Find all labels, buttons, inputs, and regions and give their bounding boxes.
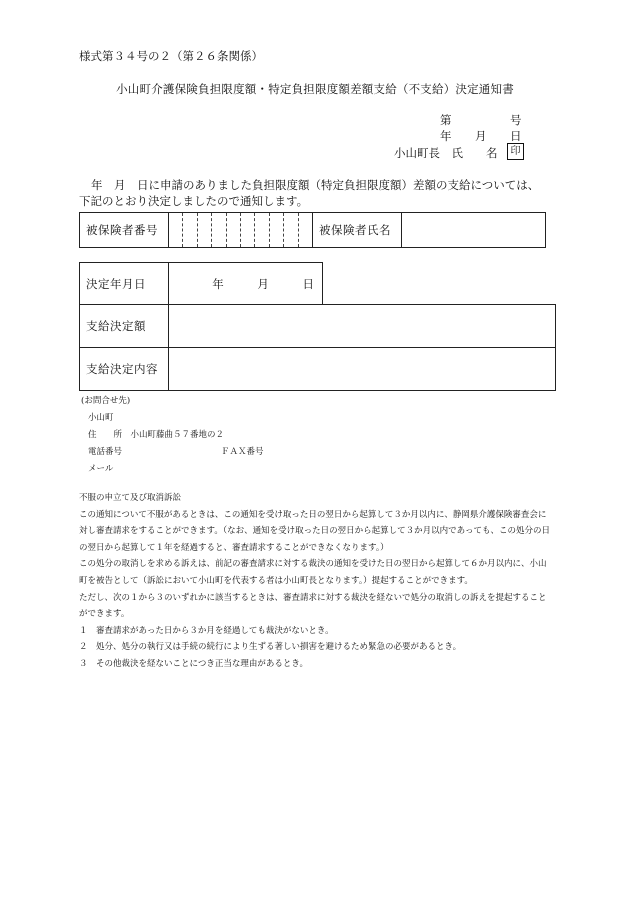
content-field[interactable] [169, 348, 556, 391]
decision-year: 年 [212, 276, 224, 291]
seal-mark: 印 [507, 143, 524, 160]
notes-heading: 不服の申立て及び取消訴訟 [79, 493, 182, 503]
document-title: 小山町介護保険負担限度額・特定負担限度額差額支給（不支給）決定通知書 [116, 82, 514, 96]
header-month: 月 [475, 129, 487, 143]
notes-paragraph-2: この処分の取消しを求める訴えは、前記の審査請求に対する裁決の通知を受けた日の翌日から起算して６か月以内に、小山町を被告として（訴訟において小山町を代表する者は小山町長となります。）提起することができます。 [79, 559, 547, 586]
intro-line-1: 年 月 日に申請のありました負担限度額（特定負担限度額）差額の支給については、 [91, 178, 540, 192]
notice-number-prefix: 第 [440, 113, 452, 127]
decision-day: 日 [302, 276, 314, 291]
decision-table [79, 262, 556, 391]
intro-text [79, 177, 559, 209]
decision-date-field[interactable] [169, 263, 323, 305]
digit-box [269, 213, 283, 247]
insured-name-label: 被保険者氏名 [313, 213, 402, 248]
mayor-name: 小山町長 氏 名 [394, 146, 498, 160]
contact-mail-label: メール [88, 464, 114, 474]
digit-box [226, 213, 240, 247]
contact-address: 住 所 小山町藤曲５７番地の２ [88, 430, 225, 440]
intro-line-2: 下記のとおり決定しましたので通知します。 [79, 194, 309, 208]
content-label: 支給決定内容 [80, 348, 169, 391]
digit-box [298, 213, 312, 247]
insured-number-boxes[interactable] [169, 213, 313, 248]
header-day: 日 [510, 129, 522, 143]
notice-number-suffix: 号 [510, 113, 522, 127]
form-number: 様式第３４号の２（第２６条関係） [79, 49, 263, 63]
amount-label: 支給決定額 [80, 305, 169, 348]
digit-box [211, 213, 225, 247]
notes-item-2: ２ 処分、処分の執行又は手続の続行により生ずる著しい損害を避けるため緊急の必要があるとき。 [79, 642, 462, 653]
amount-field[interactable] [169, 305, 556, 348]
digit-box [169, 213, 182, 247]
digit-box [283, 213, 297, 247]
notes-paragraph-1: この通知について不服があるときは、この通知を受け取った日の翌日から起算して３か月以内に、静岡県介護保険審査会に対し審査請求をすることができます。（なお、通知を受け取った日の翌日から起算して３か月以内であっても、この処分の日の翌日から起算して１年を経過すると、審査請求することができなくなります。） [79, 509, 550, 553]
notes-paragraph-3: ただし、次の１から３のいずれかに該当するときは、審査請求に対する裁決を経ないで処分の取消しの訴えを提起することができます。 [79, 592, 547, 620]
notes-item-3: ３ その他裁決を経ないことにつき正当な理由があるとき。 [79, 658, 308, 669]
digit-box [182, 213, 196, 247]
insured-name-field[interactable] [402, 213, 546, 248]
insured-table [79, 212, 546, 248]
digit-box [254, 213, 268, 247]
contact-phone-label: 電話番号 [88, 447, 123, 457]
insured-number-label: 被保険者番号 [80, 213, 169, 248]
contact-fax-label: ＦＡＸ番号 [221, 447, 264, 457]
decision-month: 月 [257, 276, 269, 291]
digit-box [197, 213, 211, 247]
digit-box [240, 213, 254, 247]
decision-date-label: 決定年月日 [80, 263, 169, 305]
header-year: 年 [440, 129, 452, 143]
contact-org: 小山町 [88, 413, 114, 423]
contact-heading: (お問合せ先) [81, 396, 131, 406]
notes-item-1: １ 審査請求があった日から３か月を経過しても裁決がないとき。 [79, 625, 334, 636]
appeal-notes [79, 490, 554, 673]
